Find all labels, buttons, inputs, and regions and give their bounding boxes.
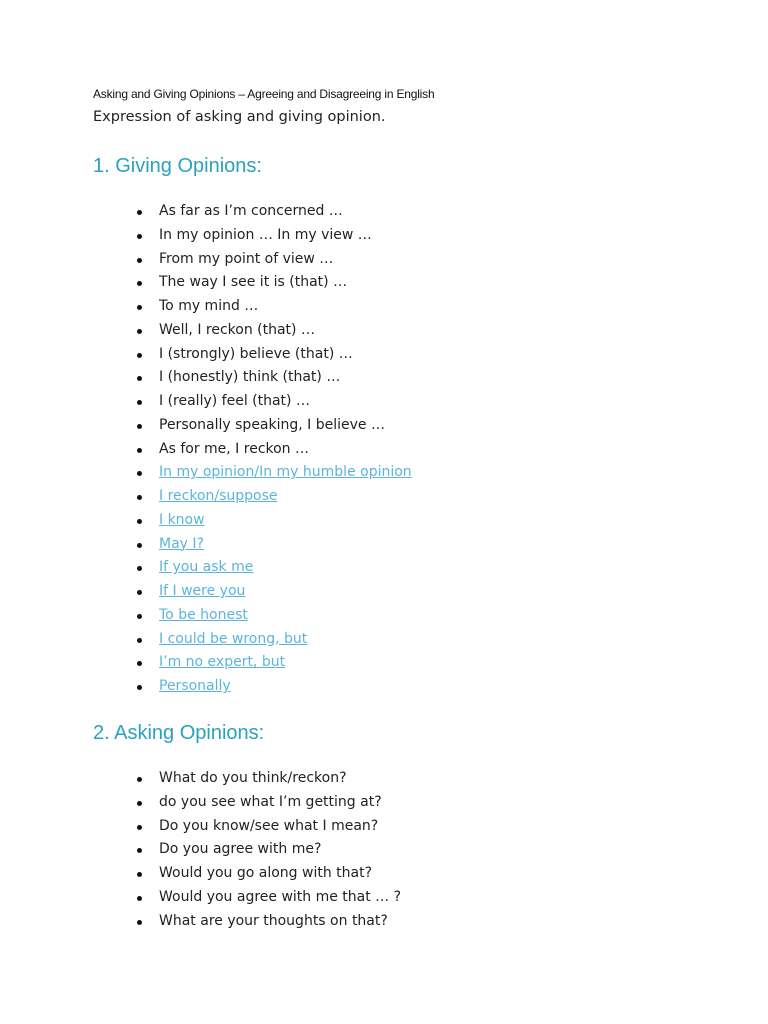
list-item-text: To my mind … — [159, 298, 259, 314]
list-item-link[interactable]: I could be wrong, but — [159, 630, 308, 647]
list-item-text: Do you agree with me? — [159, 841, 322, 858]
list-item — [0, 439, 412, 463]
list-item-link[interactable]: If I were you — [159, 583, 246, 599]
list-item-link[interactable]: I know — [159, 511, 205, 528]
bullet-icon — [137, 424, 142, 429]
bullet-icon — [137, 376, 142, 381]
bullet-icon — [137, 495, 142, 500]
bullet-icon — [137, 685, 142, 690]
bullet-icon — [137, 519, 142, 524]
list-item-text: The way I see it is (that) … — [159, 274, 348, 291]
list-item — [0, 816, 401, 840]
list-item — [0, 415, 412, 439]
list-item-text: As for me, I reckon … — [159, 440, 310, 457]
bullet-icon — [137, 661, 142, 666]
list-item-text: As far as I’m concerned … — [159, 203, 343, 219]
list-item-text: do you see what I’m getting at? — [159, 793, 382, 810]
list-item — [0, 768, 401, 792]
list-item-text: Well, I reckon (that) … — [159, 321, 315, 338]
list-item-text: Personally speaking, I believe … — [159, 416, 385, 433]
list-item — [0, 225, 412, 249]
list-item[interactable] — [0, 605, 412, 629]
list-item — [0, 249, 412, 273]
list-item — [0, 367, 412, 391]
list-item-text: From my point of view … — [159, 250, 334, 267]
list-item-text: I (strongly) believe (that) … — [159, 345, 353, 362]
list-item[interactable] — [0, 581, 412, 605]
list-item[interactable] — [0, 652, 412, 676]
list-item-text: In my opinion … In my view … — [159, 226, 372, 243]
list-item[interactable] — [0, 510, 412, 534]
bullet-icon — [137, 210, 142, 215]
list-item — [0, 344, 412, 368]
bullet-icon — [137, 920, 142, 925]
bullet-icon — [137, 281, 142, 286]
list-item[interactable] — [0, 462, 412, 486]
list-item[interactable] — [0, 557, 412, 581]
bullet-icon — [137, 801, 142, 806]
bullet-icon — [137, 777, 142, 782]
list-item-link[interactable]: In my opinion/In my humble opinion — [159, 464, 412, 481]
list-item-link[interactable]: I’m no expert, but — [159, 654, 286, 671]
list-item[interactable] — [0, 629, 412, 653]
list-item-text: Would you go along with that? — [159, 865, 373, 881]
list-item — [0, 296, 412, 320]
list-item — [0, 911, 401, 935]
bullet-icon — [137, 614, 142, 619]
list-item — [0, 792, 401, 816]
bullet-icon — [137, 329, 142, 334]
list-item-text: Do you know/see what I mean? — [159, 817, 379, 834]
bullet-icon — [137, 590, 142, 595]
bullet-icon — [137, 353, 142, 358]
list-item-text: What are your thoughts on that? — [159, 912, 388, 929]
bullet-icon — [137, 566, 142, 571]
list-item-text: I (really) feel (that) … — [159, 393, 310, 409]
bullet-icon — [137, 825, 142, 830]
list-item — [0, 839, 401, 863]
bullet-icon — [137, 471, 142, 476]
bullet-icon — [137, 305, 142, 310]
list-item — [0, 863, 401, 887]
list-item-text: Would you agree with me that … ? — [159, 888, 402, 905]
list-item-link[interactable]: If you ask me — [159, 559, 254, 576]
bullet-icon — [137, 448, 142, 453]
asking-opinions-list — [0, 768, 401, 934]
bullet-icon — [137, 400, 142, 405]
list-item[interactable] — [0, 486, 412, 510]
bullet-icon — [137, 638, 142, 643]
bullet-icon — [137, 848, 142, 853]
list-item[interactable] — [0, 676, 412, 700]
giving-opinions-list — [0, 201, 412, 700]
list-item-link[interactable]: Personally — [159, 678, 231, 694]
bullet-icon — [137, 234, 142, 239]
list-item-link[interactable]: I reckon/suppose — [159, 488, 278, 504]
list-item — [0, 391, 412, 415]
list-item-text: I (honestly) think (that) … — [159, 369, 341, 386]
document-subtitle: Expression of asking and giving opinion. — [93, 109, 386, 125]
bullet-icon — [137, 896, 142, 901]
list-item-link[interactable]: To be honest — [159, 606, 248, 623]
bullet-icon — [137, 258, 142, 263]
list-item — [0, 201, 412, 225]
list-item-text: What do you think/reckon? — [159, 770, 347, 786]
section-heading-asking-opinions: 2. Asking Opinions: — [93, 722, 265, 744]
document-title: Asking and Giving Opinions – Agreeing and Disagreeing in English — [93, 87, 435, 101]
list-item[interactable] — [0, 534, 412, 558]
list-item-link[interactable]: May I? — [159, 535, 204, 552]
list-item — [0, 320, 412, 344]
bullet-icon — [137, 543, 142, 548]
list-item — [0, 887, 401, 911]
section-heading-giving-opinions: 1. Giving Opinions: — [93, 155, 262, 177]
bullet-icon — [137, 872, 142, 877]
list-item — [0, 272, 412, 296]
